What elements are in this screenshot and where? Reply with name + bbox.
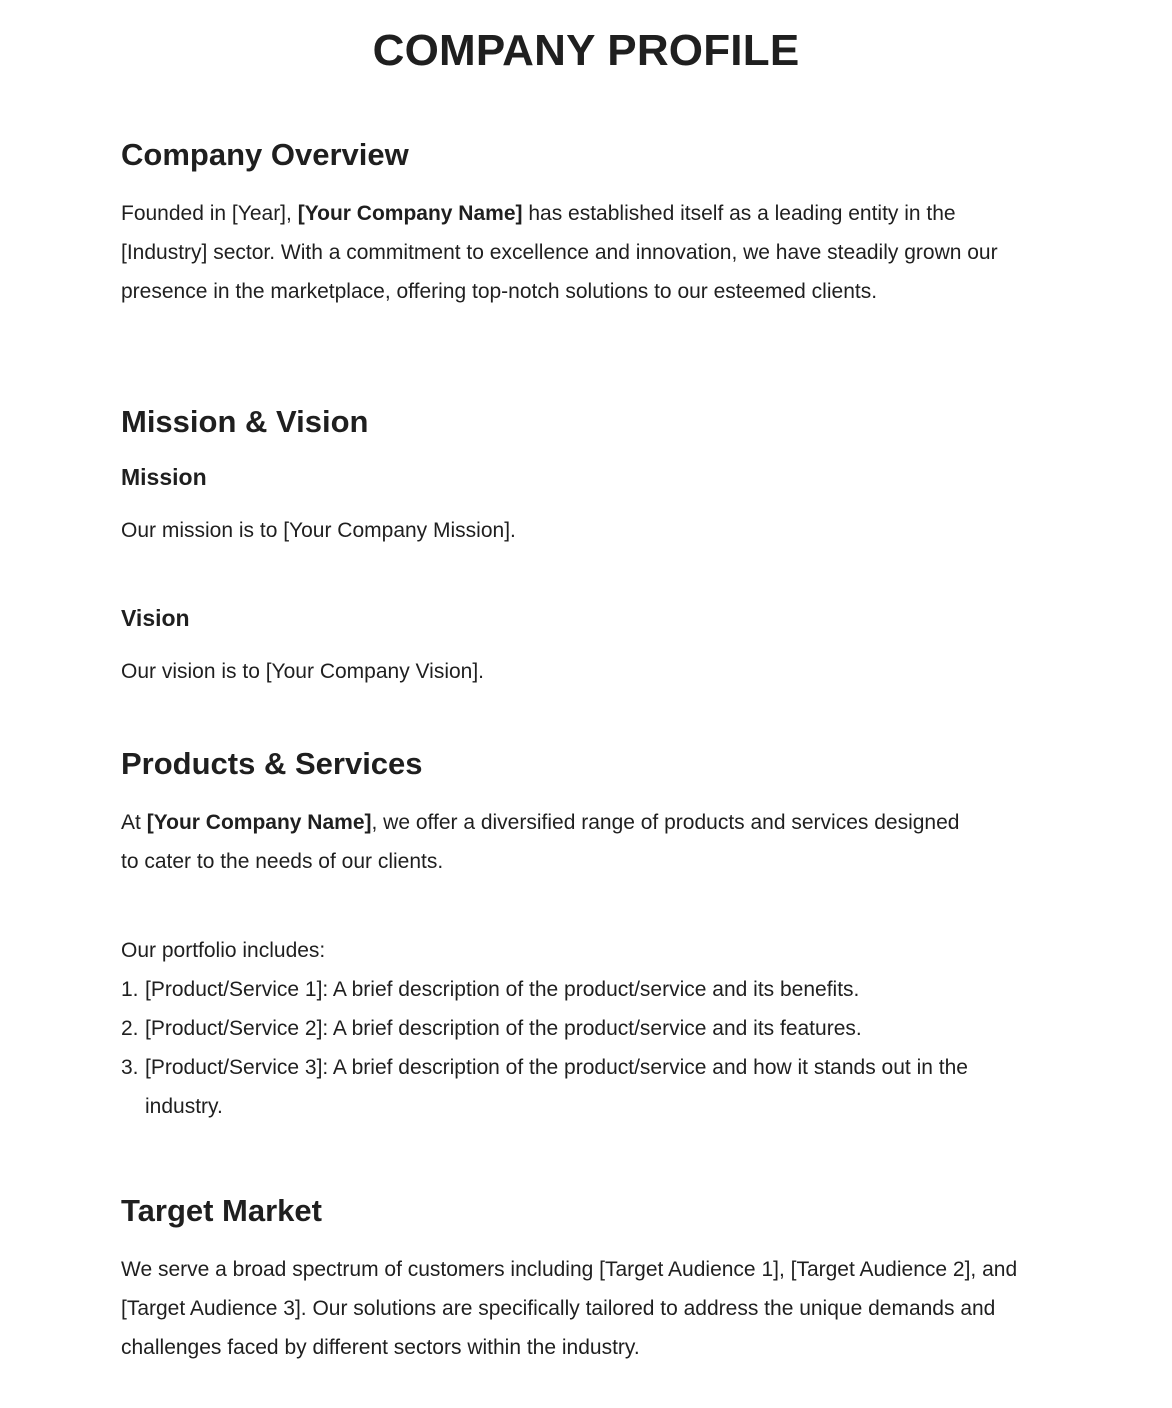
vision-text: Our vision is to [Your Company Vision]. bbox=[121, 660, 485, 683]
list-item-text: [Product/Service 3]: A brief description of the product/service and how it stands out in the industry. bbox=[145, 1056, 968, 1118]
vision-heading: Vision bbox=[121, 605, 190, 631]
portfolio-block bbox=[121, 931, 1033, 1126]
company-name-placeholder: [Your Company Name] bbox=[297, 202, 523, 225]
mission-text: Our mission is to [Your Company Mission]. bbox=[121, 519, 516, 542]
portfolio-list bbox=[121, 970, 1033, 1126]
list-item-text: [Product/Service 2]: A brief description of the product/service and its features. bbox=[145, 1017, 862, 1040]
overview-heading: Company Overview bbox=[121, 137, 409, 172]
overview-text-end: has established itself as a leading entity in the [Industry] sector. With a commitment to excellence and innovation, we have steadily grown our presence in the marketplace, offering top-notch solutions to our esteemed clients. bbox=[121, 202, 998, 303]
list-item-number: 2. bbox=[121, 1017, 139, 1040]
list-item bbox=[121, 970, 1033, 1009]
mission-vision-heading: Mission & Vision bbox=[121, 404, 369, 439]
portfolio-intro: Our portfolio includes: bbox=[121, 939, 326, 962]
products-paragraph bbox=[121, 803, 981, 881]
list-item bbox=[121, 1048, 1033, 1126]
target-market-heading: Target Market bbox=[121, 1193, 322, 1228]
target-market-text: We serve a broad spectrum of customers including [Target Audience 1], [Target Audience 2], and [Target Audience 3]. Our solutions are specifically tailored to address the unique demands and challenges faced by different sectors within the industry. bbox=[121, 1258, 1018, 1359]
company-name-placeholder: [Your Company Name] bbox=[146, 811, 372, 834]
products-heading: Products & Services bbox=[121, 746, 423, 781]
list-item-number: 1. bbox=[121, 978, 139, 1001]
mission-heading: Mission bbox=[121, 464, 207, 490]
overview-text-start: Founded in [Year], bbox=[121, 202, 298, 225]
document-title: COMPANY PROFILE bbox=[372, 26, 800, 75]
products-text-start: At bbox=[121, 811, 147, 834]
list-item-text: [Product/Service 1]: A brief description of the product/service and its benefits. bbox=[145, 978, 860, 1001]
list-item bbox=[121, 1009, 1033, 1048]
products-text-end: , we offer a diversified range of products and services designed to cater to the needs of our clients. bbox=[121, 811, 960, 873]
list-item-number: 3. bbox=[121, 1056, 139, 1079]
overview-paragraph bbox=[121, 194, 1046, 311]
